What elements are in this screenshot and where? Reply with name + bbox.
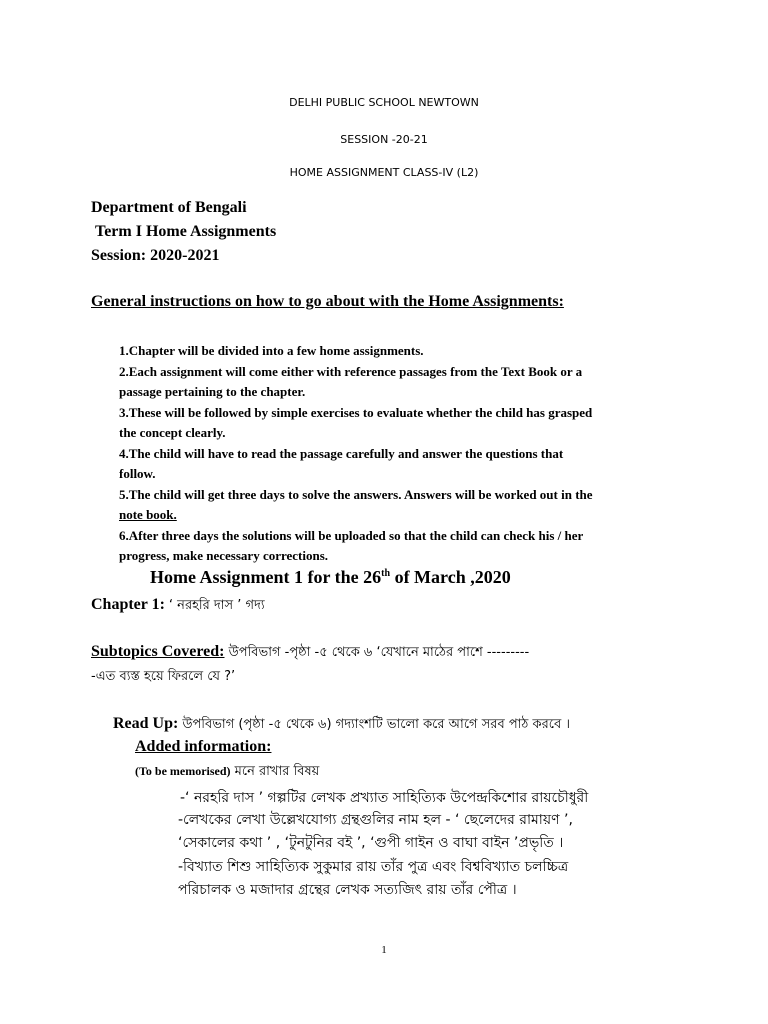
info-line: ‘সেকালের কথা ’ , ‘টুনটুনির বই ’, ‘গুপী গাইন ও বাঘা বাইন ’প্রভৃতি । — [178, 835, 564, 851]
title-superscript: th — [381, 568, 391, 579]
chapter-line — [91, 596, 265, 617]
info-line: পরিচালক ও মজাদার গ্রন্থের লেখক সত্যজিৎ রায় তাঁর পৌত্র । — [178, 882, 517, 898]
session-heading: SESSION -20-21 — [340, 133, 428, 146]
memorise-label: (To be memorised) — [135, 764, 231, 778]
instruction-line: 4.The child will have to read the passage carefully and answer the questions that — [119, 445, 564, 461]
instruction-line: passage pertaining to the chapter. — [119, 384, 306, 399]
title-part: Home Assignment 1 for the 26 — [150, 567, 382, 587]
session-title: Session: 2020-2021 — [91, 247, 220, 264]
instruction-line: 3.These will be followed by simple exercises to evaluate whether the child has grasped — [119, 404, 593, 420]
term-title: Term I Home Assignments — [95, 223, 277, 240]
chapter-name: ‘ নরহরি দাস ’ গদ্য — [168, 598, 265, 613]
instruction-line: 1.Chapter will be divided into a few home assignments. — [119, 343, 424, 358]
memorise-text: মনে রাখার বিষয় — [230, 764, 320, 779]
general-instructions-title: General instructions on how to go about with the Home Assignments: — [91, 293, 564, 310]
title-part-end: of March ,2020 — [390, 567, 511, 587]
instruction-line: progress, make necessary corrections. — [119, 548, 329, 563]
home-assignment-title — [150, 567, 511, 588]
info-line: -লেখকের লেখা উল্লেখযোগ্য গ্রন্থগুলির নাম হল - ‘ ছেলেদের রামায়ণ ’, — [178, 812, 573, 828]
memorise-line — [135, 762, 319, 783]
school-name: DELHI PUBLIC SCHOOL NEWTOWN — [289, 96, 479, 109]
subtopics-label: Subtopics Covered: — [91, 643, 225, 660]
subtopics-continuation: -এত ব্যস্ত হয়ে ফিরলে যে ?’ — [91, 669, 236, 684]
info-line: -‘ নরহরি দাস ’ গল্পটির লেখক প্রখ্যাত সাহিত্যিক উপেন্দ্রকিশোর রায়চৌধুরী — [180, 790, 589, 806]
instruction-line: 6.After three days the solutions will be uploaded so that the child can check his / her — [119, 527, 584, 543]
page-number: 1 — [381, 944, 387, 956]
read-up-text: উপবিভাগ (পৃষ্ঠা -৫ থেকে ৬) গদ্যাংশটি ভালো করে আগে সরব পাঠ করবে । — [182, 717, 570, 732]
department-name: Department of Bengali — [91, 199, 247, 216]
added-information-label: Added information: — [135, 738, 272, 755]
info-line: -বিখ্যাত শিশু সাহিত্যিক সুকুমার রায় তাঁর পুত্র এবং বিশ্ববিখ্যাত চলচ্চিত্র — [178, 859, 569, 875]
instruction-line: 2.Each assignment will come either with reference passages from the Text Book or a — [119, 363, 583, 379]
instruction-line: follow. — [119, 466, 156, 481]
chapter-label: Chapter 1: — [91, 596, 169, 613]
instructions-list — [119, 341, 679, 567]
assignment-heading: HOME ASSIGNMENT CLASS-IV (L2) — [289, 166, 479, 179]
instruction-line: the concept clearly. — [119, 425, 226, 440]
read-up-label: Read Up: — [113, 715, 183, 732]
subtopics-text: উপবিভাগ -পৃষ্ঠা -৫ থেকে ৬ ‘যেখানে মাঠের পাশে --------- — [224, 645, 530, 660]
instruction-line: 5.The child will get three days to solve the answers. Answers will be worked out in the — [119, 486, 593, 502]
subtopics-line — [91, 643, 529, 664]
instruction-note-book: note book. — [119, 507, 177, 522]
read-up-line — [113, 715, 570, 736]
